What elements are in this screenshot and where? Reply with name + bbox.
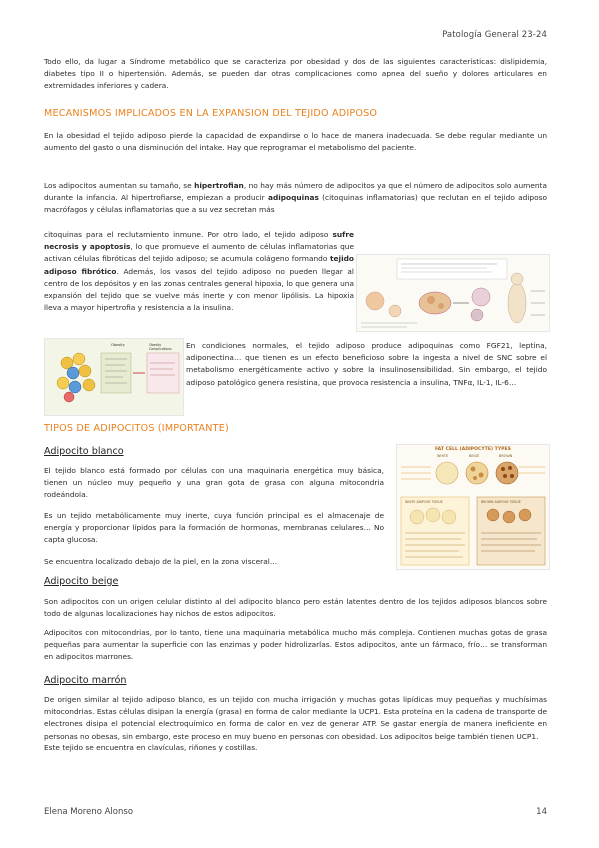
paragraph-beige2: Adipocitos con mitocondrias, por lo tanto, tiene una maquinaria metabólica mucho más compleja. Contienen muchas gotas de grasa pequeñas para aumentar la superficie con las enzimas y poder hidrolizarlas. Estos adipocitos, ante un fármaco, frío… se transforman en adipocitos marrones. (44, 628, 547, 662)
page-header: Patología General 23-24 (442, 30, 547, 40)
paragraph-marron2: Este tejido se encuentra en clavículas, riñones y costillas. (44, 743, 258, 752)
heading-adipocito-beige: Adipocito beige (44, 576, 119, 587)
figure-adipose-expansion (356, 254, 550, 332)
figure-label-white: WHITE (437, 454, 449, 458)
figure-label-beige: BEIGE (469, 454, 480, 458)
heading-adipocito-blanco: Adipocito blanco (44, 446, 124, 457)
paragraph-blanco1: El tejido blanco está formado por células con una maquinaria energética muy básica, tienen un núcleo muy pequeño y una gran gota de grasa con alguna mitocondria rodeándola. (44, 466, 384, 500)
footer-author: Elena Moreno Alonso (44, 807, 134, 817)
paragraph-mech2: Los adipocitos aumentan su tamaño, se hipertrofian, no hay más número de adipocitos ya que el número de adipocitos solo aumenta durante la infancia. Al hipertrofiarse, empiezan a producir adipoquinas (citoquinas inflamatorias) que reclutan en el tejido adiposo macrófagos y células inflamatorias que a su vez secretan más (44, 181, 547, 215)
paragraph-beige1: Son adipocitos con un origen celular distinto al del adipocito blanco pero están latentes dentro de los tejidos adiposos blancos sobre todo de algunas localizaciones hay nichos de estos adipocitos. (44, 597, 547, 619)
paragraph-blanco2: Es un tejido metabólicamente muy inerte, cuya función principal es el almacenaje de energía y proporcionar lípidos para la formación de hormonas, membranas celulares… No capta glucosa. (44, 511, 384, 545)
paragraph-mech4: En condiciones normales, el tejido adiposo produce adipoquinas como FGF21, leptina, adiponectina… que tienen es un efecto beneficioso sobre la ingesta a nivel de SNC sobre el metabolismo energéticamente activo y sobre la insulinosensibilidad. Sin embargo, el tejido adiposo patológico genera resistina, que provoca resistencia a insulina, TNFα, IL-1, IL-6… (186, 341, 547, 387)
page-number: 14 (536, 807, 547, 817)
figure-label-brown-tissue: BROWN ADIPOSE TISSUE (481, 500, 521, 504)
figure-label-obesity: Obesity (111, 343, 125, 347)
figure-label-complications: Obesity Complications (149, 343, 172, 351)
paragraph-marron1: De origen similar al tejido adiposo blanco, es un tejido con mucha irrigación y muchas gotas lipídicas muy pequeñas y muchísimas mitocondrias. Estas células disipan la energía (grasa) en forma de calor mediante la UCP1. Esta proteína en la cadena de transporte de electrones disipa el potencial electroquímico en forma de calor en vez de generar ATP. Se gastar energía de manera ineficiente en personas no obesas, sin embargo, este proceso en muy bueno en personas con obesidad. Los adipocitos beige también tienen UCP1. (44, 695, 547, 741)
figure-label-brown: BROWN (499, 454, 513, 458)
figure-fat-cell-types (396, 444, 550, 570)
paragraph-intro: Todo ello, da lugar a Síndrome metabólico que se caracteriza por obesidad y dos de las siguientes características: dislipidemia, diabetes tipo II o hipertensión. Además, se pueden dar otras complicaciones como apnea del sueño y dolores articulares en extremidades inferiores y cadera. (44, 57, 547, 91)
heading-mecanismos: MECANISMOS IMPLICADOS EN LA EXPANSION DEL TEJIDO ADIPOSO (44, 108, 378, 119)
paragraph-mech1: En la obesidad el tejido adiposo pierde la capacidad de expandirse o lo hace de manera inadecuada. Se debe regular mediante un aumento del gasto o una disminución del intake. Hay que reprogramar el metabolismo del paciente. (44, 131, 547, 153)
paragraph-mech3: citoquinas para el reclutamiento inmune. Por otro lado, el tejido adiposo sufre necrosis y apoptosis, lo que promueve el aumento de células inflamatorias que activan células fibróticas del tejido adiposo; se acumula colágeno formando tejido adiposo fibrótico. Además, los vasos del tejido adiposo no pueden llegar al centro de los depósitos y en las zonas centrales general hipoxia, lo que genera una expansión del tejido que se vuelve más inerte y con menor lipólisis. La hipoxia lleva a mayor hipertrofia y resistencia a la insulina. (44, 230, 355, 313)
figure-label-white-tissue: WHITE ADIPOSE TISSUE (405, 500, 443, 504)
paragraph-blanco3: Se encuentra localizado debajo de la piel, en la zona visceral… (44, 557, 278, 566)
heading-tipos: TIPOS DE ADIPOCITOS (IMPORTANTE) (44, 423, 229, 434)
figure-title: FAT CELL (ADIPOCYTE) TYPES (435, 447, 511, 452)
figure-obesity-complications (44, 338, 184, 416)
heading-adipocito-marron: Adipocito marrón (44, 675, 127, 686)
